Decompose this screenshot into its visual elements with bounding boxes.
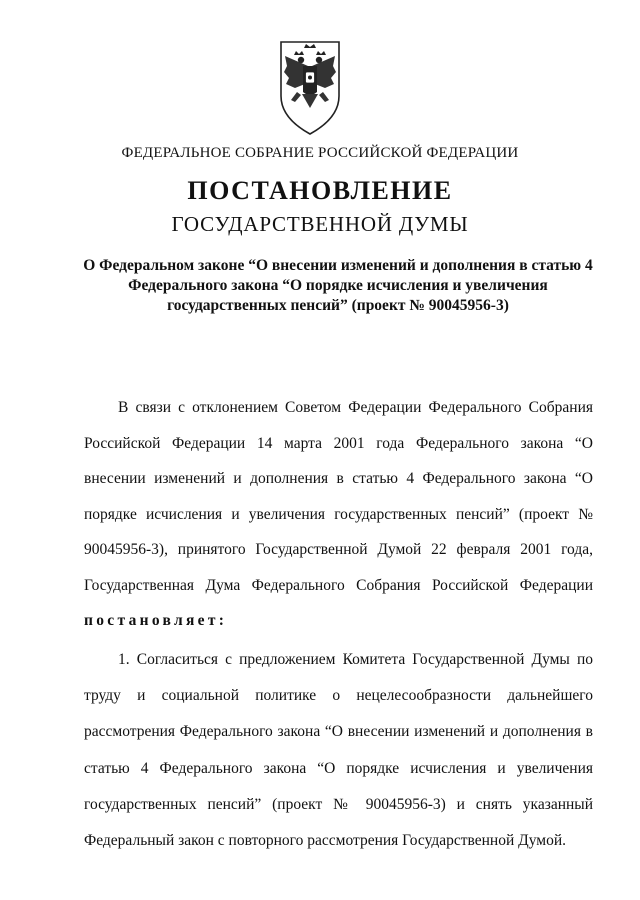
coat-of-arms-icon [275,38,345,138]
document-type-title: ПОСТАНОВЛЕНИЕ [187,176,453,205]
issuing-body-subtitle: ГОСУДАРСТВЕННОЙ ДУМЫ [171,212,469,236]
preamble-paragraph [84,390,593,639]
parliament-name: ФЕДЕРАЛЬНОЕ СОБРАНИЕ РОССИЙСКОЙ ФЕДЕРАЦИИ [121,145,519,161]
resolves-keyword: постановляет: [84,612,228,629]
preamble-text: В связи с отклонением Советом Федерации Федерального Собрания Российской Федерации 14 марта 2001 года Федерального закона “О внесении изменений и дополнения в статью 4 Федерального закона “О порядке исчисления и увеличения государственных пенсий” (проект № 90045956-3), принятого Государственной Думой 22 февраля 2001 года, Государственная Дума Федерального Собрания Российской Федерации [84,399,593,594]
resolution-subject: О Федеральном законе “О внесении изменений и дополнения в статью 4 Федерального закона “О порядке исчисления и увеличения государственных пенсий” (проект № 90045956-3) [83,257,593,314]
resolution-item-1: 1. Согласиться с предложением Комитета Государственной Думы по труду и социальной политике о нецелесообразности дальнейшего рассмотрения Федерального закона “О внесении изменений и дополнения в статью 4 Федерального закона “О порядке исчисления и увеличения государственных пенсий” (проект № 90045956-3) и снять указанный Федеральный закон с повторного рассмотрения Государственной Думой. [84,651,593,850]
